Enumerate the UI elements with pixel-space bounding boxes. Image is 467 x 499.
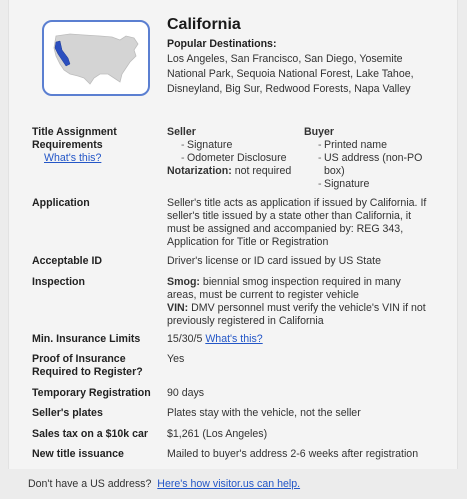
footer <box>28 478 300 491</box>
buyer-heading: Buyer <box>304 126 335 138</box>
list-item: - Signature <box>304 178 434 191</box>
row-value: Yes <box>167 353 185 365</box>
vin-value: DMV personnel must verify the vehicle's VIN if not previously registered in California <box>167 302 426 327</box>
row-value: 90 days <box>167 387 205 399</box>
buyer-list <box>304 139 434 191</box>
state-header <box>34 18 454 100</box>
notarization-label: Notarization: <box>167 165 232 177</box>
footer-text: Don't have a US address? <box>28 478 152 490</box>
row-label: Min. Insurance Limits <box>32 333 141 345</box>
row-title-assignment <box>32 126 452 190</box>
row-label: Proof of Insurance Required to Register? <box>32 353 143 378</box>
row-label: Application <box>32 197 90 209</box>
smog-requirement <box>167 276 429 302</box>
list-item: - Signature <box>167 139 297 152</box>
list-item: - Odometer Disclosure <box>167 152 297 165</box>
whats-this-link[interactable]: What's this? <box>44 152 102 164</box>
row-value: Seller's title acts as application if issued by California. If seller's title issued by a state other than California, it must be assigned and accompanied by: REG 343, Application for Title or Registration <box>167 197 427 248</box>
row-label: Temporary Registration <box>32 387 151 399</box>
row-label: Title Assignment Requirements <box>32 126 117 151</box>
us-map-california-icon <box>50 28 142 88</box>
vin-requirement <box>167 302 429 328</box>
popular-destinations-heading: Popular Destinations: <box>167 38 277 50</box>
state-title: California <box>167 16 241 33</box>
insurance-whats-this-link[interactable]: What's this? <box>205 333 263 345</box>
row-label: Sales tax on a $10k car <box>32 428 149 440</box>
row-value <box>167 276 429 328</box>
vin-label: VIN: <box>167 302 189 314</box>
row-value <box>167 333 432 346</box>
smog-value: biennial smog inspection required in many areas, must be current to register vehicle <box>167 276 401 301</box>
visitor-help-link[interactable]: Here's how visitor.us can help. <box>157 478 301 490</box>
row-value: Plates stay with the vehicle, not the seller <box>167 407 361 419</box>
buyer-requirements <box>304 126 434 191</box>
row-label: Inspection <box>32 276 85 288</box>
state-map-frame <box>42 20 150 96</box>
row-label: Acceptable ID <box>32 255 103 267</box>
smog-label: Smog: <box>167 276 200 288</box>
row-value: Mailed to buyer's address 2-6 weeks after registration <box>167 448 419 460</box>
seller-requirements <box>167 126 297 178</box>
row-value: Driver's license or ID card issued by US State <box>167 255 381 267</box>
row-label: Seller's plates <box>32 407 103 419</box>
seller-heading: Seller <box>167 126 196 138</box>
insurance-limits-value: 15/30/5 <box>167 333 203 345</box>
popular-destinations-text: Los Angeles, San Francisco, San Diego, Yosemite National Park, Sequoia National Forest, Lake Tahoe, Disneyland, Big Sur, Redwood Forests, Napa Valley <box>167 53 414 95</box>
notarization <box>167 165 297 178</box>
row-label: New title issuance <box>32 448 124 460</box>
list-item: - US address (non-PO box) <box>304 152 434 178</box>
notarization-value: not required <box>234 165 292 177</box>
list-item: - Printed name <box>304 139 434 152</box>
row-value: $1,261 (Los Angeles) <box>167 428 268 440</box>
seller-list <box>167 139 297 165</box>
